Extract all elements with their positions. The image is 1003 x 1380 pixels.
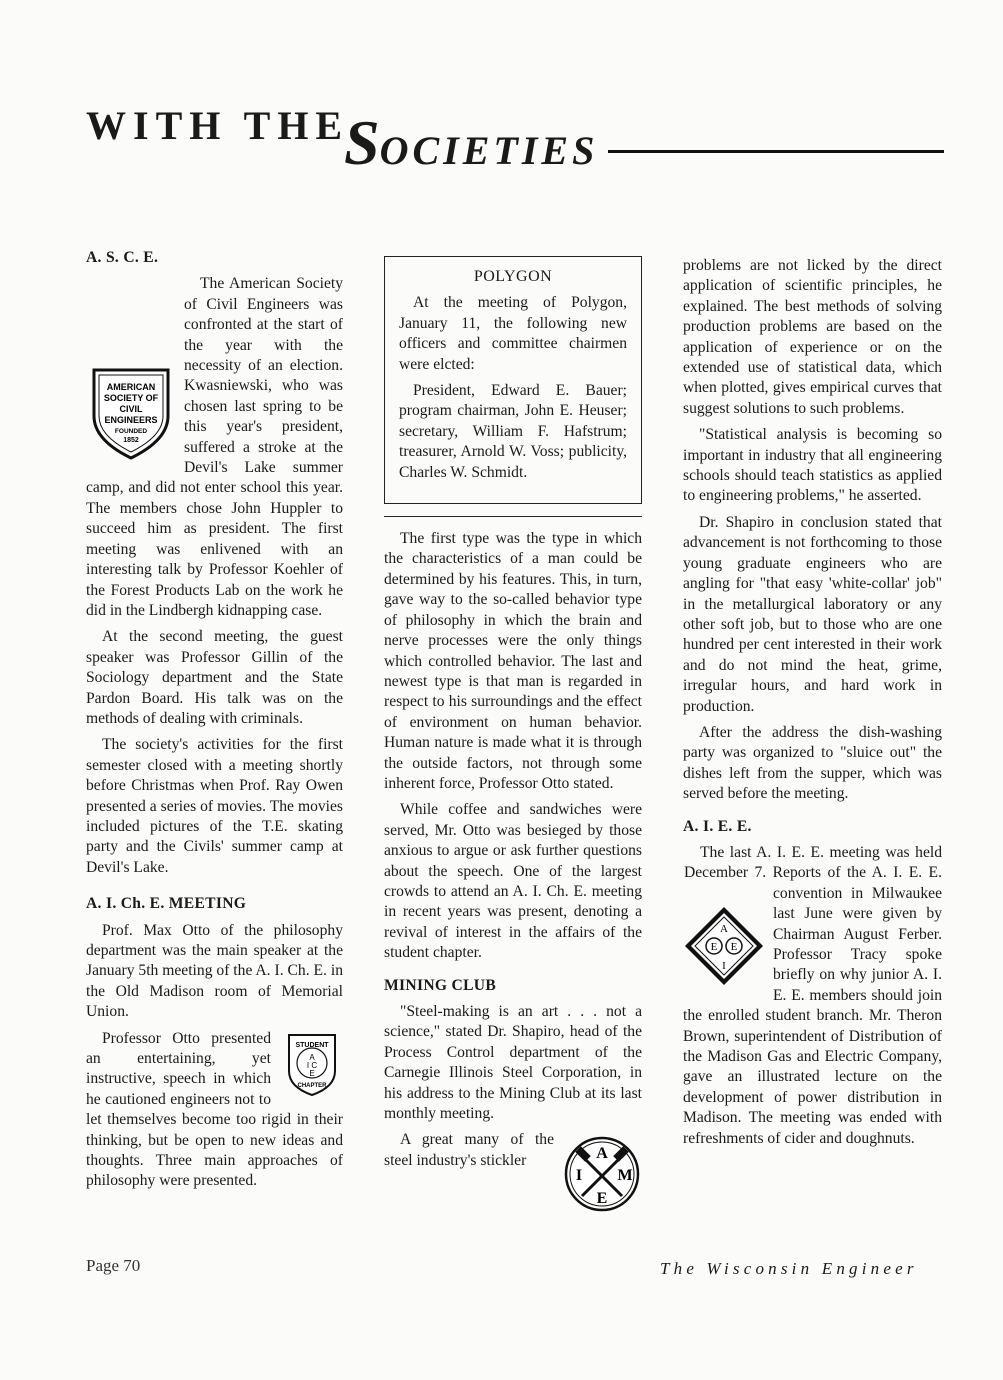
mining-paragraph-3: problems are not licked by the direct application of scientific principles, he explained. The best methods of solving production problems are based on the application of experience or on the extended use of statistical data, which when plotted, gives empirical curves that suggest solutions to such problems. [683, 257, 942, 417]
title-rest: OCIETIES [379, 128, 599, 173]
asce-emblem-line1: AMERICAN [106, 382, 156, 393]
asce-heading: A. S. C. E. [86, 249, 159, 266]
student-chapter-center2: I C [306, 1060, 318, 1070]
aime-hammer-icon [562, 1134, 642, 1214]
title-initial: S [344, 107, 380, 178]
title-part1: WITH THE [86, 103, 350, 148]
aiche-paragraph-3: The first type was the type in which the characteristics of a man could be determined by his features. This, in turn, gave way to the so-called behavior type of philosophy in which the brain and nerve processes were the only things which controlled behavior. The last and newest type is that man is regarded in respect to his surroundings and the effect of environment on human behavior. Human nature is made what it is through the outside factors, not through some inherent force, Professor Otto stated. [384, 530, 642, 792]
polygon-paragraph-1: At the meeting of Polygon, January 11, the following new officers and committee chairmen were elcted: [399, 294, 627, 373]
mining-heading: MINING CLUB [384, 976, 497, 994]
polygon-box [384, 256, 642, 504]
aiee-top: A [720, 922, 728, 935]
aiche-paragraph-1: Prof. Max Otto of the philosophy department was the main speaker at the January 5th meeting of the A. I. Ch. E. in the Old Madison room of Memorial Union. [86, 921, 343, 1021]
student-chapter-center3: E [309, 1068, 315, 1078]
column-1 [86, 232, 343, 1198]
aiche-heading: A. I. Ch. E. MEETING [86, 895, 247, 913]
aime-top: A [596, 1145, 608, 1163]
aiee-right: E [730, 940, 738, 953]
aiee-heading: A. I. E. E. [683, 817, 752, 835]
mining-paragraph-5: Dr. Shapiro in conclusion stated that advancement is not forthcoming to those young graduate engineers who are angling for "that easy 'white-collar' job" in the metallurgical laboratory or any other soft job, but to those who are one hundred per cent interested in their work and do not mind the heat, grime, irregular hours, and hard work in production. [683, 513, 942, 715]
asce-emblem-line4: ENGINEERS [104, 415, 158, 426]
student-chapter-bottom: CHAPTER [297, 1082, 327, 1089]
page-number: Page 70 [86, 1256, 141, 1275]
mining-paragraph-2: A great many of the steel industry's stickler [384, 1131, 554, 1169]
asce-emblem-line3: CIVIL [119, 404, 143, 415]
column-3 [683, 256, 942, 1155]
polygon-heading: POLYGON [473, 268, 553, 285]
aiee-paragraph-1: The last A. I. E. E. meeting was held December 7. Reports of the A. I. E. E. convention in Milwaukee last June were given by Chairman August Ferber. Professor Tracy spoke briefly on why junior A. I. E. E. members should join the enrolled student branch. Mr. Theron Brown, superintendent of Distribution of the Madison Gas and Electric Company, gave an illustrated lecture on the development of power distribution in Madison. The meeting was ended with refreshments of cider and doughnuts. [683, 843, 942, 1147]
asce-body [86, 274, 343, 878]
asce-emblem-line6: 1852 [123, 437, 139, 445]
mining-paragraph-6: After the address the dish-washing party was organized to "sluice out" the dishes left from the supper, which was served before the meeting. [683, 723, 942, 803]
asce-emblem-line5: FOUNDED [114, 428, 148, 436]
aiee-diamond-icon [683, 905, 765, 987]
aime-right: M [617, 1167, 633, 1185]
student-chapter-icon [281, 1031, 343, 1097]
asce-paragraph-3: The society's activities for the first semester closed with a meeting shortly before Christmas when Prof. Ray Owen presented a series of movies. The movies included pictures of the T.E. skating party and the Civils' summer camp at Devil's Lake. [86, 736, 343, 876]
aiee-bottom: I [722, 959, 726, 972]
asce-shield-icon [90, 366, 172, 462]
aiee-body [683, 843, 942, 1149]
title-rule [608, 150, 944, 153]
student-chapter-top: STUDENT [295, 1041, 329, 1049]
student-chapter-center1: A [309, 1052, 315, 1062]
aime-left: I [575, 1167, 583, 1185]
aiee-left: E [710, 940, 718, 953]
mining-paragraph-1: "Steel-making is an art . . . not a science," stated Dr. Shapiro, head of the Process Control department of the Carnegie Illinois Steel Corporation, in his address to the Mining Club at its last monthly meeting. [384, 1003, 642, 1123]
asce-emblem-line2: SOCIETY OF [103, 393, 159, 404]
page-title [86, 100, 956, 180]
column-2 [384, 256, 642, 1218]
aiche-paragraph-4: While coffee and sandwiches were served, Mr. Otto was besieged by those anxious to argue or ask further questions about the speech. One of the largest crowds to attend an A. I. Ch. E. meeting in recent years was present, denoting a revival of interest in the affairs of the student chapter. [384, 801, 642, 962]
aiche-paragraph-2: Professor Otto presented an entertaining, yet instructive, speech in which he cautioned engineers not to let themselves become too rigid in their thinking, but be open to new ideas and thoughts. Three main approaches of philosophy were presented. [86, 1029, 343, 1190]
magazine-name: The Wisconsin Engineer [660, 1259, 918, 1278]
section-divider [384, 516, 642, 517]
mining-paragraph-4: "Statistical analysis is becoming so important in industry that all engineering schools should teach statistics as applied to engineering problems," he asserted. [683, 426, 942, 505]
asce-paragraph-2: At the second meeting, the guest speaker was Professor Gillin of the Sociology department and the State Pardon Board. His talk was on the methods of dealing with criminals. [86, 628, 343, 727]
polygon-paragraph-2: President, Edward E. Bauer; program chairman, John E. Heuser; secretary, William F. Hafstrum; treasurer, Arnold W. Voss; publicity, Charles W. Schmidt. [399, 382, 627, 481]
asce-paragraph-1: The American Society of Civil Engineers was confronted at the start of the year with the necessity of an election. Kwasniewski, who was chosen last spring to be this year's president, suffered a stroke at the Devil's Lake summer camp, and did not enter school this year. The members chose John Huppler to succeed him as president. The first meeting was enlivened with an interesting talk by Professor Koehler of the Forest Products Lab on the work he did in the Lindbergh kidnapping case. [86, 275, 343, 619]
aime-bottom: E [596, 1190, 608, 1208]
title-part2 [344, 106, 598, 180]
